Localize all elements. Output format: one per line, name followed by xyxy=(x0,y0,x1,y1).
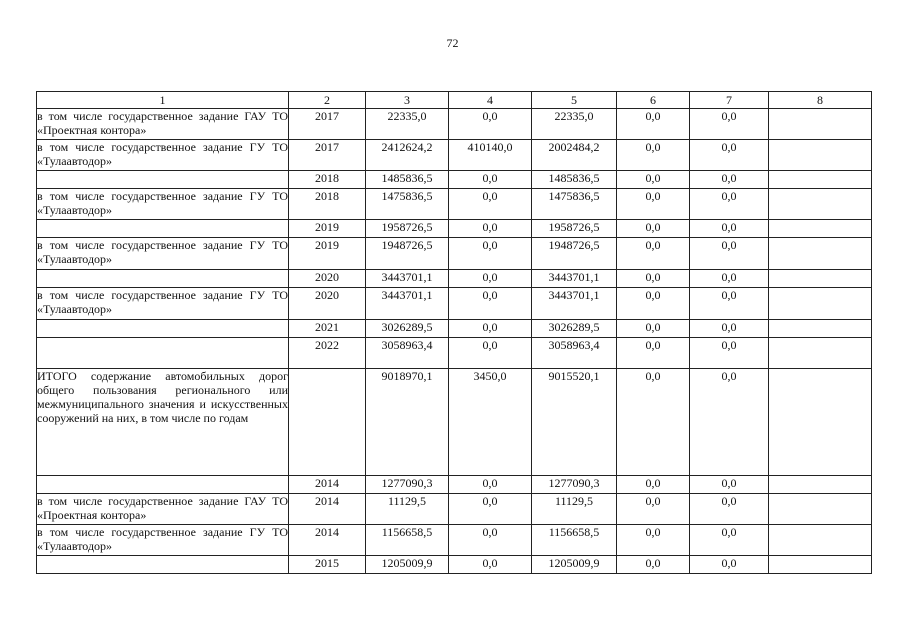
note-cell xyxy=(769,220,872,238)
row-name-cell: в том числе государственное задание ГУ ТО «Тулаавтодор» xyxy=(37,189,289,220)
other-cell: 0,0 xyxy=(690,238,769,270)
regional-cell: 9015520,1 xyxy=(532,369,617,476)
other-cell: 0,0 xyxy=(690,320,769,338)
federal-cell: 3450,0 xyxy=(449,369,532,476)
total-cell: 1475836,5 xyxy=(366,189,449,220)
table-row xyxy=(37,494,872,525)
header-row xyxy=(37,92,872,109)
total-cell: 3443701,1 xyxy=(366,288,449,320)
table-row xyxy=(37,556,872,574)
year-cell: 2018 xyxy=(289,189,366,220)
local-cell: 0,0 xyxy=(617,338,690,369)
local-cell: 0,0 xyxy=(617,220,690,238)
other-cell: 0,0 xyxy=(690,476,769,494)
table-row xyxy=(37,220,872,238)
regional-cell: 3443701,1 xyxy=(532,270,617,288)
total-cell: 1948726,5 xyxy=(366,238,449,270)
table-row xyxy=(37,140,872,171)
row-name-cell xyxy=(37,270,289,288)
regional-cell: 3058963,4 xyxy=(532,338,617,369)
total-cell: 3026289,5 xyxy=(366,320,449,338)
regional-cell: 1485836,5 xyxy=(532,171,617,189)
federal-cell: 0,0 xyxy=(449,171,532,189)
local-cell: 0,0 xyxy=(617,369,690,476)
year-cell: 2020 xyxy=(289,270,366,288)
other-cell: 0,0 xyxy=(690,369,769,476)
total-cell: 3443701,1 xyxy=(366,270,449,288)
year-cell: 2014 xyxy=(289,476,366,494)
federal-cell: 0,0 xyxy=(449,556,532,574)
row-name-cell: в том числе государственное задание ГАУ ТО «Проектная контора» xyxy=(37,109,289,140)
other-cell: 0,0 xyxy=(690,140,769,171)
row-name-cell: ИТОГО содержание автомобильных дорог общего пользования регионального или межмуниципального значения и искусственных сооружений на них, в том числе по годам xyxy=(37,369,289,476)
local-cell: 0,0 xyxy=(617,556,690,574)
table-row xyxy=(37,171,872,189)
local-cell: 0,0 xyxy=(617,140,690,171)
regional-cell: 3443701,1 xyxy=(532,288,617,320)
local-cell: 0,0 xyxy=(617,320,690,338)
total-cell: 1277090,3 xyxy=(366,476,449,494)
note-cell xyxy=(769,476,872,494)
federal-cell: 0,0 xyxy=(449,220,532,238)
local-cell: 0,0 xyxy=(617,288,690,320)
regional-cell: 1277090,3 xyxy=(532,476,617,494)
federal-cell: 0,0 xyxy=(449,109,532,140)
federal-cell: 0,0 xyxy=(449,494,532,525)
table-row xyxy=(37,525,872,556)
total-cell: 9018970,1 xyxy=(366,369,449,476)
year-cell: 2020 xyxy=(289,288,366,320)
federal-cell: 0,0 xyxy=(449,476,532,494)
year-cell: 2017 xyxy=(289,140,366,171)
note-cell xyxy=(769,320,872,338)
total-cell: 1205009,9 xyxy=(366,556,449,574)
federal-cell: 0,0 xyxy=(449,525,532,556)
other-cell: 0,0 xyxy=(690,556,769,574)
total-cell: 22335,0 xyxy=(366,109,449,140)
note-cell xyxy=(769,189,872,220)
row-name-cell: в том числе государственное задание ГАУ ТО «Проектная контора» xyxy=(37,494,289,525)
total-cell: 2412624,2 xyxy=(366,140,449,171)
local-cell: 0,0 xyxy=(617,525,690,556)
regional-cell: 1156658,5 xyxy=(532,525,617,556)
local-cell: 0,0 xyxy=(617,494,690,525)
other-cell: 0,0 xyxy=(690,338,769,369)
regional-cell: 11129,5 xyxy=(532,494,617,525)
year-cell: 2015 xyxy=(289,556,366,574)
note-cell xyxy=(769,238,872,270)
federal-cell: 0,0 xyxy=(449,189,532,220)
total-cell: 1156658,5 xyxy=(366,525,449,556)
year-cell: 2019 xyxy=(289,238,366,270)
table-row xyxy=(37,189,872,220)
federal-cell: 0,0 xyxy=(449,320,532,338)
table-row xyxy=(37,288,872,320)
note-cell xyxy=(769,556,872,574)
row-name-cell xyxy=(37,338,289,369)
page-number: 72 xyxy=(446,36,459,50)
column-header: 4 xyxy=(449,92,532,109)
note-cell xyxy=(769,369,872,476)
row-name-cell xyxy=(37,220,289,238)
year-cell: 2019 xyxy=(289,220,366,238)
row-name-cell: в том числе государственное задание ГУ ТО «Тулаавтодор» xyxy=(37,525,289,556)
note-cell xyxy=(769,288,872,320)
other-cell: 0,0 xyxy=(690,288,769,320)
regional-cell: 1958726,5 xyxy=(532,220,617,238)
total-cell: 1485836,5 xyxy=(366,171,449,189)
column-header: 8 xyxy=(769,92,872,109)
total-cell: 1958726,5 xyxy=(366,220,449,238)
other-cell: 0,0 xyxy=(690,171,769,189)
other-cell: 0,0 xyxy=(690,109,769,140)
table-row xyxy=(37,338,872,369)
local-cell: 0,0 xyxy=(617,238,690,270)
regional-cell: 1948726,5 xyxy=(532,238,617,270)
other-cell: 0,0 xyxy=(690,525,769,556)
year-cell: 2018 xyxy=(289,171,366,189)
column-header: 7 xyxy=(690,92,769,109)
year-cell: 2022 xyxy=(289,338,366,369)
federal-cell: 0,0 xyxy=(449,238,532,270)
regional-cell: 22335,0 xyxy=(532,109,617,140)
total-cell: 11129,5 xyxy=(366,494,449,525)
year-cell: 2017 xyxy=(289,109,366,140)
row-name-cell: в том числе государственное задание ГУ ТО «Тулаавтодор» xyxy=(37,238,289,270)
regional-cell: 1475836,5 xyxy=(532,189,617,220)
note-cell xyxy=(769,338,872,369)
note-cell xyxy=(769,270,872,288)
note-cell xyxy=(769,171,872,189)
federal-cell: 0,0 xyxy=(449,270,532,288)
row-name-cell xyxy=(37,171,289,189)
year-cell: 2014 xyxy=(289,525,366,556)
table-row xyxy=(37,238,872,270)
column-header: 2 xyxy=(289,92,366,109)
other-cell: 0,0 xyxy=(690,189,769,220)
local-cell: 0,0 xyxy=(617,171,690,189)
table-row xyxy=(37,109,872,140)
other-cell: 0,0 xyxy=(690,494,769,525)
column-header: 5 xyxy=(532,92,617,109)
regional-cell: 1205009,9 xyxy=(532,556,617,574)
row-name-cell: в том числе государственное задание ГУ ТО «Тулаавтодор» xyxy=(37,288,289,320)
budget-table xyxy=(36,91,872,574)
table-row xyxy=(37,320,872,338)
year-cell: 2021 xyxy=(289,320,366,338)
note-cell xyxy=(769,494,872,525)
row-name-cell xyxy=(37,556,289,574)
local-cell: 0,0 xyxy=(617,270,690,288)
local-cell: 0,0 xyxy=(617,476,690,494)
column-header: 1 xyxy=(37,92,289,109)
note-cell xyxy=(769,140,872,171)
total-cell: 3058963,4 xyxy=(366,338,449,369)
local-cell: 0,0 xyxy=(617,189,690,220)
note-cell xyxy=(769,109,872,140)
other-cell: 0,0 xyxy=(690,270,769,288)
table-row xyxy=(37,369,872,476)
row-name-cell: в том числе государственное задание ГУ ТО «Тулаавтодор» xyxy=(37,140,289,171)
year-cell xyxy=(289,369,366,476)
federal-cell: 410140,0 xyxy=(449,140,532,171)
column-header: 3 xyxy=(366,92,449,109)
local-cell: 0,0 xyxy=(617,109,690,140)
table-row xyxy=(37,476,872,494)
row-name-cell xyxy=(37,320,289,338)
other-cell: 0,0 xyxy=(690,220,769,238)
federal-cell: 0,0 xyxy=(449,338,532,369)
column-header: 6 xyxy=(617,92,690,109)
table-row xyxy=(37,270,872,288)
regional-cell: 2002484,2 xyxy=(532,140,617,171)
row-name-cell xyxy=(37,476,289,494)
year-cell: 2014 xyxy=(289,494,366,525)
note-cell xyxy=(769,525,872,556)
federal-cell: 0,0 xyxy=(449,288,532,320)
regional-cell: 3026289,5 xyxy=(532,320,617,338)
